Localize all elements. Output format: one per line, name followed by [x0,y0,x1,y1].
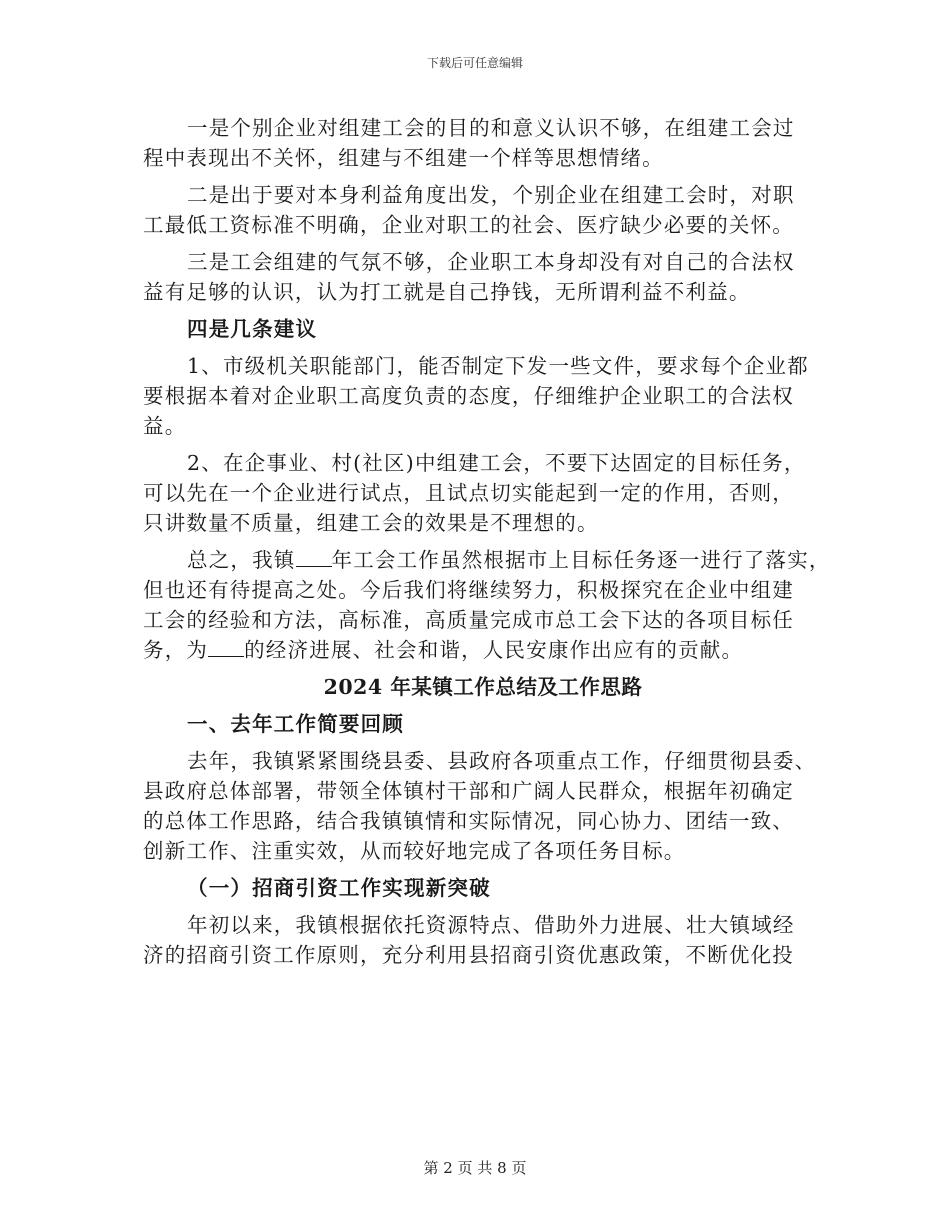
paragraph-line: 县政府总体部署，带领全体镇村干部和广阔人民群众，根据年初确定 [143,779,794,803]
paragraph-line: 1、市级机关职能部门，能否制定下发一些文件，要求每个企业都 [187,354,809,378]
paragraph-line: 2、在企事业、村(社区)中组建工会，不要下达固定的目标任务， [187,451,806,475]
document-body [143,113,831,970]
paragraph-line: 要根据本着对企业职工高度负责的态度，仔细维护企业职工的合法权 [143,384,794,408]
paragraph-line: 程中表现出不关怀，组建与不组建一个样等思想情绪。 [143,146,664,170]
paragraph-line: 济的招商引资工作原则，充分利用县招商引资优惠政策，不断优化投 [143,943,794,967]
paragraph-line: 只讲数量不质量，组建工会的效果是不理想的。 [143,511,599,535]
header-note: 下载后可任意编辑 [426,56,523,70]
paragraph-line: 创新工作、注重实效，从而较好地完成了各项任务目标。 [143,839,686,863]
paragraph-line [143,545,831,575]
paragraph-line [143,635,823,665]
paragraph-line: 的总体工作思路，结合我镇镇情和实际情况，同心协力、团结一致、 [143,809,794,833]
paragraph-line: 去年，我镇紧紧围绕县委、县政府各项重点工作，仔细贯彻县委、 [187,749,817,773]
paragraph-line: 益。 [143,414,187,438]
paragraph-line: 但也还有待提高之处。今后我们将继续努力，积极探究在企业中组建 [143,578,794,602]
text-span: 务，为 [143,638,209,662]
paragraph-line: 年初以来，我镇根据依托资源特点、借助外力进展、壮大镇域经 [187,913,795,937]
text-span: 总之，我镇 [187,548,296,572]
paragraph-line: 三是工会组建的气氛不够，企业职工本身却没有对自己的合法权 [187,250,795,274]
blank-underline [296,546,332,567]
blank-underline [208,636,244,657]
paragraph-line: 益有足够的认识，认为打工就是自己挣钱，无所谓利益不利益。 [143,280,751,304]
paragraph-line: 可以先在一个企业进行试点，且试点切实能起到一定的作用，否则， [143,481,794,505]
document-title: 2024 年某镇工作总结及工作思路 [323,675,643,699]
paragraph-line: 二是出于要对本身利益角度出发，个别企业在组建工会时，对职 [187,183,795,207]
text-span: 的经济进展、社会和谐，人民安康作出应有的贡献。 [244,638,744,662]
section-heading: 一、去年工作简要回顾 [187,712,404,736]
paragraph-line: 工最低工资标准不明确，企业对职工的社会、医疗缺少必要的关怀。 [143,213,794,237]
section-heading: 四是几条建议 [187,317,318,341]
page-number: 第 2 页 共 8 页 [423,1159,527,1177]
paragraph-line: 一是个别企业对组建工会的目的和意义认识不够，在组建工会过 [187,116,795,140]
paragraph-line: 工会的经验和方法，高标准，高质量完成市总工会下达的各项目标任 [143,608,794,632]
text-span: 年工会工作虽然根据市上目标任务逐一进行了落实， [331,548,831,572]
subsection-heading: （一）招商引资工作实现新突破 [187,876,491,900]
